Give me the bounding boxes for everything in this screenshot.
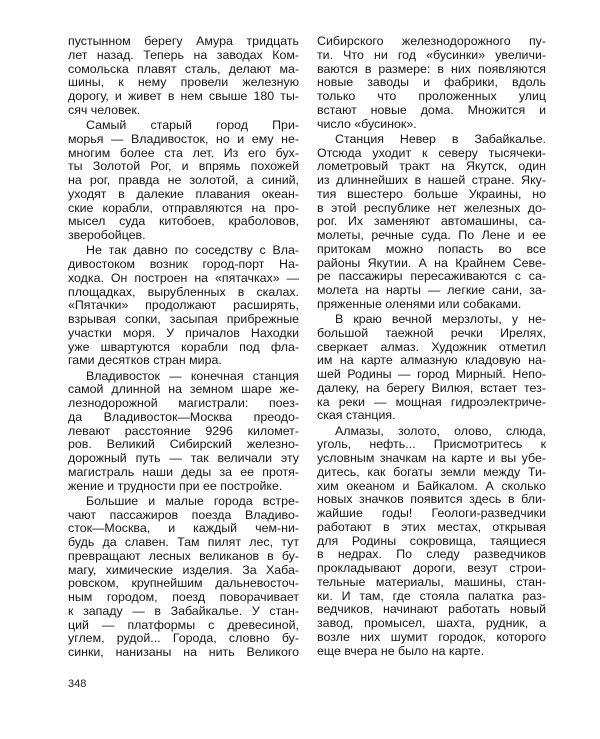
text-line: молеты, речные суда. По Лене и ее	[317, 229, 546, 242]
text-line: дитесь, как богаты земли между Ти-	[317, 465, 546, 479]
text-line: тельные материалы, машины, стан-	[317, 575, 546, 589]
text-line: магистраль наши деды за ее протя-	[68, 465, 299, 479]
text-line: жение и трудности при ее постройке.	[68, 479, 283, 493]
text-line: синки, нанизаны на нить Великого	[68, 646, 299, 659]
text-line: ка реки — мощная гидроэлектриче-	[317, 395, 546, 409]
text-line: ки. И там, где стояла палатка раз-	[317, 589, 546, 603]
text-line: новых значков появится здесь в бли-	[317, 493, 546, 507]
page-number: 348	[68, 678, 87, 690]
text-line: условным значкам на карте и вы убе-	[317, 452, 546, 465]
text-line: сток—Москва, и каждый чем-ни-	[68, 522, 299, 536]
text-line: новые заводы и фабрики, вдоль	[317, 76, 546, 90]
text-line: жайшие годы! Геологи-разведчики	[317, 507, 546, 520]
text-line: ре пассажиры пересаживаются с са-	[317, 270, 546, 284]
text-line: Станция Невер в Забайкалье.	[335, 132, 546, 146]
text-line: да Владивосток—Москва преодо-	[68, 410, 299, 424]
text-line: магу, химические изделия. За Хаба-	[68, 563, 299, 577]
text-line: Сибирского железнодорожного пу-	[317, 35, 546, 48]
text-line: лометровый тракт на Якутск, один	[317, 160, 546, 174]
paragraph	[68, 35, 299, 118]
text-line: им на карте алмазную кладовую на-	[317, 354, 546, 368]
paragraph	[68, 495, 299, 660]
text-line: в недрах. По следу разведчиков	[317, 548, 546, 562]
paragraph	[317, 35, 546, 131]
text-line: участки моря. У причалов Находки	[68, 326, 299, 340]
text-line: взрывая сопки, засыпая прибрежные	[68, 313, 299, 326]
text-line: дорогу, и живет в нем свыше 180 ты-	[68, 90, 299, 103]
text-line: гами десятков стран мира.	[68, 354, 222, 368]
paragraph	[317, 425, 546, 659]
text-line: шины, к нему провели железную	[68, 76, 299, 90]
text-line: число «бусинок».	[317, 117, 417, 131]
text-column-right	[317, 35, 546, 660]
text-line: ходка. Он построен на «пятачках» —	[68, 271, 299, 285]
text-line: ным городом, поезд поворачивает	[68, 591, 299, 604]
text-line: дорожный путь — так величали эту	[68, 452, 299, 465]
text-line: далеку, на берегу Вилюя, встает тез-	[317, 381, 546, 395]
text-line: Большие и малые города встре-	[86, 494, 299, 508]
text-line: зверобойцев.	[68, 229, 146, 242]
text-line: к западу — в Забайкалье. У стан-	[68, 604, 299, 618]
text-line: лезнодорожной магистрали: поез-	[68, 397, 299, 410]
paragraph	[317, 313, 546, 423]
text-line: ций — платформы с древесиной,	[68, 618, 299, 632]
text-line: пустынном берегу Амура тридцать	[68, 35, 299, 48]
text-line: еще вчера не было на карте.	[317, 644, 485, 658]
text-line: ваются в размере: в них появляются	[317, 62, 546, 76]
text-line: пряженные оленями или собаками.	[317, 297, 522, 311]
text-line: завод, промысел, шахта, рудник, а	[317, 617, 546, 630]
text-line: мысел суда китобоев, краболовов,	[68, 215, 299, 229]
text-line: сяч человек.	[68, 103, 141, 117]
text-line: будь да славен. Там пилят лес, тут	[68, 536, 299, 549]
text-line: притокам можно попасть во все	[317, 242, 546, 256]
text-line: большой таежной речки Ирелях,	[317, 326, 546, 340]
text-line: прокладывают дороги, везут строи-	[317, 562, 546, 575]
text-line: Не так давно по соседству с Вла-	[86, 244, 299, 258]
text-line: левают расстояние 9296 километ-	[68, 424, 299, 438]
text-line: ровском, крупнейшим дальневосточ-	[68, 577, 299, 591]
text-line: многим более ста лет. Из его бух-	[68, 146, 299, 160]
text-line: ров. Великий Сибирский железно-	[68, 438, 299, 452]
text-line: сверкает алмаз. Художник отметил	[317, 340, 546, 354]
text-line: молета на нарты — легкие сани, за-	[317, 284, 546, 297]
paragraph	[68, 119, 299, 243]
text-line: возле них шумит городок, которого	[317, 630, 546, 644]
text-line: рог. Их заменяют автомашины, са-	[317, 215, 546, 229]
text-line: ти. Что ни год «бусинки» увеличи-	[317, 48, 546, 62]
text-line: Владивосток — конечная станция	[86, 369, 299, 383]
text-line: площадках, вырубленных в скалах.	[68, 285, 299, 299]
text-line: шей Родины — город Мирный. Непо-	[317, 368, 546, 381]
text-line: тия вшестеро больше Украины, но	[317, 187, 546, 201]
text-line: для Родины сокровища, таящиеся	[317, 534, 546, 548]
text-line: уходят в далекие плавания океан-	[68, 187, 299, 201]
paragraph	[317, 133, 546, 312]
text-line: ты Золотой Рог, и впрямь похожей	[68, 160, 299, 174]
text-line: сомольска плавят сталь, делают ма-	[68, 62, 299, 76]
text-line: самой длинной на земном шаре же-	[68, 383, 299, 397]
text-line: углем, рудой... Города, словно бу-	[68, 632, 299, 646]
text-line: уже швартуются корабли под фла-	[68, 340, 299, 354]
text-line: из длиннейших в нашей стране. Яку-	[317, 174, 546, 187]
text-line: Алмазы, золото, олово, слюда,	[335, 424, 546, 438]
text-line: лет назад. Теперь на заводах Ком-	[68, 48, 299, 62]
text-line: ские корабли, отправляются на про-	[68, 201, 299, 215]
text-line: чают пассажиров поезда Владиво-	[68, 508, 299, 522]
text-line: ская станция.	[317, 409, 396, 423]
text-line: встают новые дома. Множится и	[317, 103, 546, 117]
text-line: работают в этих местах, открывая	[317, 520, 546, 534]
text-line: дивостоком возник город-порт На-	[68, 258, 299, 271]
text-line: «Пятачки» продолжают расширять,	[68, 299, 299, 313]
paragraph	[68, 244, 299, 368]
text-line: Самый старый город При-	[86, 119, 299, 132]
text-line: Отсюда уходит к северу тысячеки-	[317, 146, 546, 160]
text-line: уголь, нефть... Присмотритесь к	[317, 438, 546, 452]
text-line: на рог, правда не золотой, а синий,	[68, 174, 299, 187]
text-line: хим океаном и Байкалом. А сколько	[317, 479, 546, 493]
text-line: только что проложенных улиц	[317, 90, 546, 103]
text-line: морья — Владивосток, но и ему не-	[68, 132, 299, 146]
text-line: ведчиков, начинают работать новый	[317, 603, 546, 617]
text-line: превращают лесных великанов в бу-	[68, 549, 299, 563]
text-line: В краю вечной мерзлоты, у не-	[335, 313, 546, 326]
text-column-left	[68, 35, 299, 661]
paragraph	[68, 370, 299, 494]
text-line: районы Якутии. А на Крайнем Севе-	[317, 256, 546, 270]
text-line: в этой республике нет железных до-	[317, 201, 546, 215]
